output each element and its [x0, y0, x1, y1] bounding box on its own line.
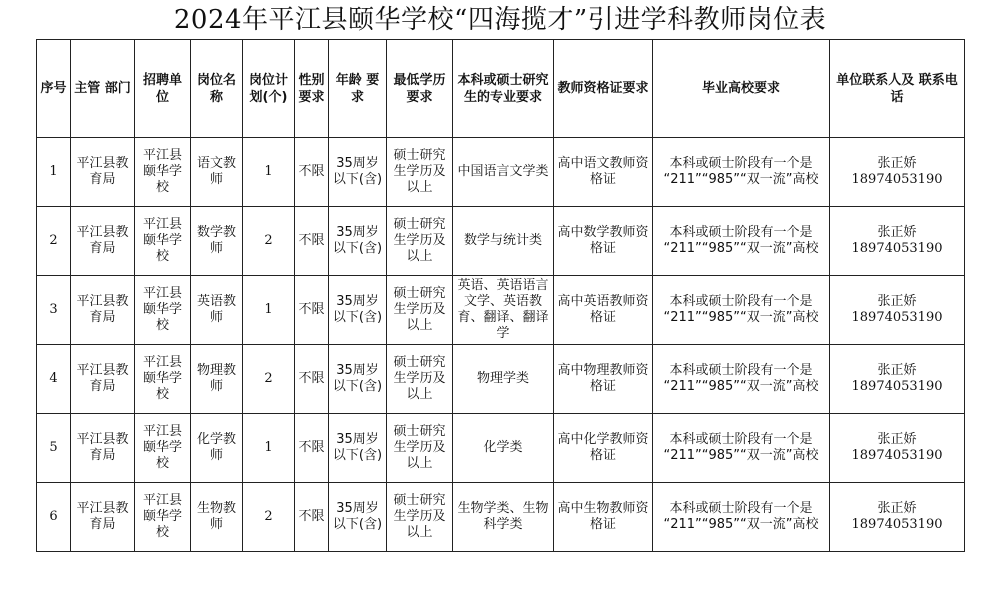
- cell-age: 35周岁以下(含): [329, 483, 387, 552]
- cell-age: 35周岁以下(含): [329, 414, 387, 483]
- contact-phone: 18974053190: [851, 241, 943, 256]
- university-line-2: “211”“985”“双一流”高校: [663, 517, 819, 532]
- cell-gender: 不限: [295, 207, 329, 276]
- cell-post: 物理教师: [191, 345, 243, 414]
- cell-seq: 5: [37, 414, 71, 483]
- cell-gender: 不限: [295, 276, 329, 345]
- university-line-2: “211”“985”“双一流”高校: [663, 379, 819, 394]
- university-line-2: “211”“985”“双一流”高校: [663, 172, 819, 187]
- contact-name: 张正娇: [877, 156, 917, 171]
- cell-age: 35周岁以下(含): [329, 138, 387, 207]
- header-plan: 岗位计划(个): [243, 40, 295, 138]
- university-line-1: 本科或硕士阶段有一个是: [669, 432, 813, 447]
- cell-plan: 1: [243, 414, 295, 483]
- cell-gender: 不限: [295, 138, 329, 207]
- cell-plan: 1: [243, 138, 295, 207]
- cell-plan: 2: [243, 483, 295, 552]
- cell-contact: [830, 276, 965, 345]
- table-row: [37, 483, 965, 552]
- header-major: 本科或硕士研究生的专业要求: [453, 40, 554, 138]
- cell-plan: 2: [243, 207, 295, 276]
- cell-plan: 1: [243, 276, 295, 345]
- cell-dept: 平江县教育局: [71, 138, 135, 207]
- cell-major: 化学类: [453, 414, 554, 483]
- contact-name: 张正娇: [877, 294, 917, 309]
- university-line-1: 本科或硕士阶段有一个是: [669, 363, 813, 378]
- table-header-row: [37, 40, 965, 138]
- cell-major: 中国语言文学类: [453, 138, 554, 207]
- cell-university: [653, 138, 830, 207]
- cell-certificate: 高中物理教师资格证: [554, 345, 653, 414]
- cell-certificate: 高中生物教师资格证: [554, 483, 653, 552]
- cell-university: [653, 276, 830, 345]
- header-contact: 单位联系人及 联系电话: [830, 40, 965, 138]
- cell-gender: 不限: [295, 414, 329, 483]
- cell-seq: 1: [37, 138, 71, 207]
- cell-seq: 2: [37, 207, 71, 276]
- header-university: 毕业高校要求: [653, 40, 830, 138]
- table-row: [37, 276, 965, 345]
- cell-contact: [830, 414, 965, 483]
- contact-phone: 18974053190: [851, 448, 943, 463]
- cell-certificate: 高中化学教师资格证: [554, 414, 653, 483]
- job-positions-table: [36, 39, 965, 552]
- cell-unit: 平江县颐华学校: [135, 345, 191, 414]
- cell-post: 数学教师: [191, 207, 243, 276]
- contact-name: 张正娇: [877, 501, 917, 516]
- cell-university: [653, 483, 830, 552]
- cell-age: 35周岁以下(含): [329, 207, 387, 276]
- cell-certificate: 高中语文教师资格证: [554, 138, 653, 207]
- cell-contact: [830, 207, 965, 276]
- header-age: 年龄 要求: [329, 40, 387, 138]
- header-dept: 主管 部门: [71, 40, 135, 138]
- cell-seq: 6: [37, 483, 71, 552]
- header-gender: 性别要求: [295, 40, 329, 138]
- header-certificate: 教师资格证要求: [554, 40, 653, 138]
- cell-university: [653, 414, 830, 483]
- contact-phone: 18974053190: [851, 517, 943, 532]
- cell-post: 化学教师: [191, 414, 243, 483]
- cell-post: 语文教师: [191, 138, 243, 207]
- header-education: 最低学历要求: [387, 40, 453, 138]
- cell-dept: 平江县教育局: [71, 276, 135, 345]
- cell-age: 35周岁以下(含): [329, 276, 387, 345]
- cell-gender: 不限: [295, 483, 329, 552]
- cell-unit: 平江县颐华学校: [135, 207, 191, 276]
- cell-unit: 平江县颐华学校: [135, 276, 191, 345]
- cell-education: 硕士研究生学历及以上: [387, 345, 453, 414]
- university-line-1: 本科或硕士阶段有一个是: [669, 225, 813, 240]
- cell-education: 硕士研究生学历及以上: [387, 414, 453, 483]
- header-seq: 序号: [37, 40, 71, 138]
- table-row: [37, 345, 965, 414]
- header-unit: 招聘单位: [135, 40, 191, 138]
- cell-contact: [830, 483, 965, 552]
- cell-major: 数学与统计类: [453, 207, 554, 276]
- cell-unit: 平江县颐华学校: [135, 414, 191, 483]
- cell-major: 英语、英语语言文学、英语教育、翻译、翻译学: [453, 276, 554, 345]
- university-line-1: 本科或硕士阶段有一个是: [669, 156, 813, 171]
- contact-phone: 18974053190: [851, 379, 943, 394]
- cell-dept: 平江县教育局: [71, 483, 135, 552]
- cell-certificate: 高中英语教师资格证: [554, 276, 653, 345]
- cell-university: [653, 207, 830, 276]
- cell-dept: 平江县教育局: [71, 207, 135, 276]
- cell-post: 生物教师: [191, 483, 243, 552]
- cell-education: 硕士研究生学历及以上: [387, 483, 453, 552]
- page-title: 2024年平江县颐华学校“四海揽才”引进学科教师岗位表: [173, 5, 827, 35]
- table-row: [37, 414, 965, 483]
- university-line-1: 本科或硕士阶段有一个是: [669, 294, 813, 309]
- cell-gender: 不限: [295, 345, 329, 414]
- contact-name: 张正娇: [877, 432, 917, 447]
- contact-name: 张正娇: [877, 363, 917, 378]
- cell-post: 英语教师: [191, 276, 243, 345]
- university-line-2: “211”“985”“双一流”高校: [663, 448, 819, 463]
- university-line-2: “211”“985”“双一流”高校: [663, 241, 819, 256]
- cell-major: 物理学类: [453, 345, 554, 414]
- university-line-2: “211”“985”“双一流”高校: [663, 310, 819, 325]
- table-row: [37, 138, 965, 207]
- cell-contact: [830, 345, 965, 414]
- cell-age: 35周岁以下(含): [329, 345, 387, 414]
- cell-major: 生物学类、生物科学类: [453, 483, 554, 552]
- cell-education: 硕士研究生学历及以上: [387, 207, 453, 276]
- cell-dept: 平江县教育局: [71, 345, 135, 414]
- cell-education: 硕士研究生学历及以上: [387, 276, 453, 345]
- contact-name: 张正娇: [877, 225, 917, 240]
- header-post: 岗位名称: [191, 40, 243, 138]
- cell-plan: 2: [243, 345, 295, 414]
- cell-seq: 4: [37, 345, 71, 414]
- table-row: [37, 207, 965, 276]
- university-line-1: 本科或硕士阶段有一个是: [669, 501, 813, 516]
- cell-certificate: 高中数学教师资格证: [554, 207, 653, 276]
- cell-university: [653, 345, 830, 414]
- cell-education: 硕士研究生学历及以上: [387, 138, 453, 207]
- cell-contact: [830, 138, 965, 207]
- contact-phone: 18974053190: [851, 310, 943, 325]
- cell-seq: 3: [37, 276, 71, 345]
- cell-unit: 平江县颐华学校: [135, 138, 191, 207]
- cell-dept: 平江县教育局: [71, 414, 135, 483]
- contact-phone: 18974053190: [851, 172, 943, 187]
- cell-unit: 平江县颐华学校: [135, 483, 191, 552]
